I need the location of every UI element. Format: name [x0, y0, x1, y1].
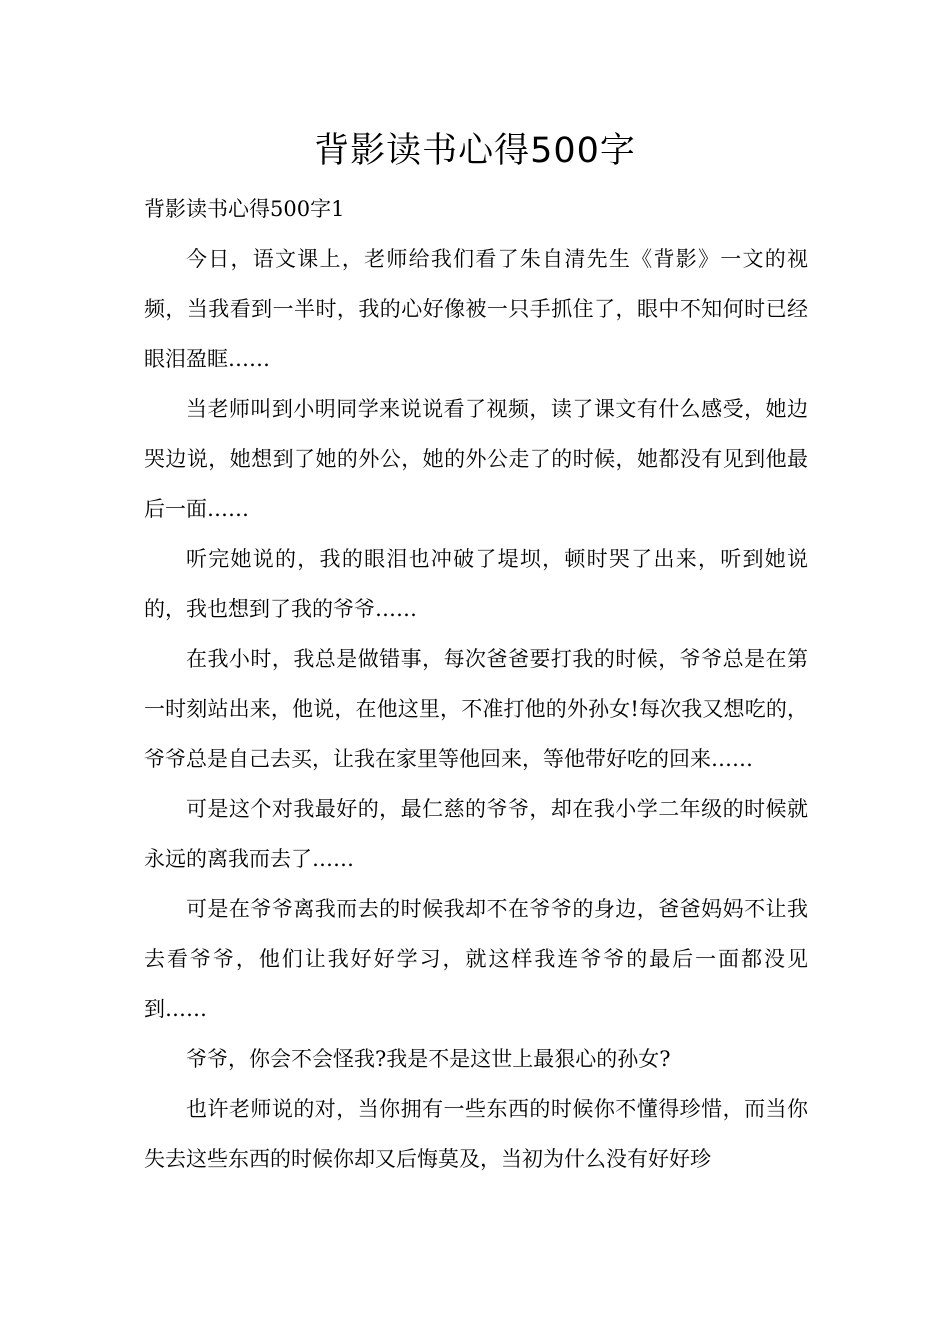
section-heading: 背影读书心得500字1: [144, 197, 345, 221]
paragraph: 可是在爷爷离我而去的时候我却不在爷爷的身边，爸爸妈妈不让我去看爷爷，他们让我好好学习，就这样我连爷爷的最后一面都没见到……: [144, 897, 808, 1021]
paragraph: 在我小时，我总是做错事，每次爸爸要打我的时候，爷爷总是在第一时刻站出来，他说，在他这里，不准打他的外孙女!每次我又想吃的，爷爷总是自己去买，让我在家里等他回来，等他带好吃的回来……: [144, 647, 808, 771]
paragraph: 当老师叫到小明同学来说说看了视频，读了课文有什么感受，她边哭边说，她想到了她的外公，她的外公走了的时候，她都没有见到他最后一面……: [144, 397, 808, 521]
paragraph: 可是这个对我最好的，最仁慈的爷爷，却在我小学二年级的时候就永远的离我而去了……: [144, 797, 808, 871]
document-title: 背影读书心得500字: [314, 131, 636, 171]
paragraph: 今日，语文课上，老师给我们看了朱自清先生《背影》一文的视频，当我看到一半时，我的心好像被一只手抓住了，眼中不知何时已经眼泪盈眶……: [144, 247, 808, 371]
paragraph: 爷爷，你会不会怪我?我是不是这世上最狠心的孙女?: [186, 1047, 671, 1071]
document-body: [144, 184, 808, 1184]
paragraph: 听完她说的，我的眼泪也冲破了堤坝，顿时哭了出来，听到她说的，我也想到了我的爷爷……: [144, 547, 808, 621]
paragraph: 也许老师说的对，当你拥有一些东西的时候你不懂得珍惜，而当你失去这些东西的时候你却又后悔莫及，当初为什么没有好好珍: [144, 1097, 808, 1171]
